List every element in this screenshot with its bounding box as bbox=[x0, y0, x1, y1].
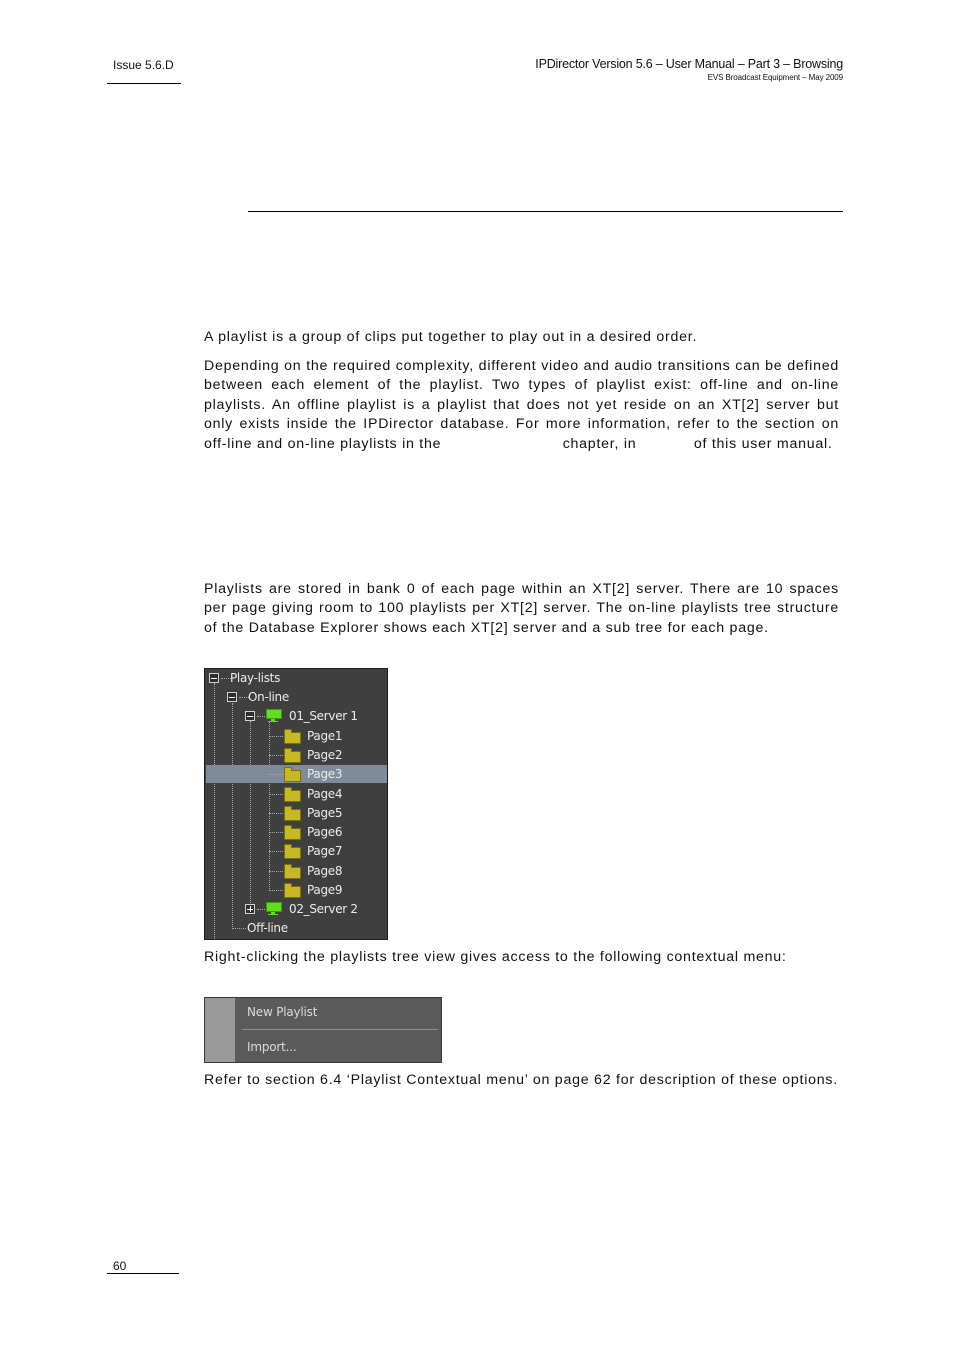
paragraph-playlist-storage: Playlists are stored in bank 0 of each page within an XT[2] server. There are 10 spaces per page giving room to 100 playlists per XT[2] server. The on-line playlists tree structure of the Database Explorer shows each XT[2] server and a sub tree for each page. bbox=[204, 581, 839, 636]
playlists-tree-view[interactable] bbox=[204, 668, 388, 940]
tree-node-label: 02_Server 2 bbox=[289, 902, 358, 916]
tree-node-label: Page9 bbox=[307, 883, 343, 897]
tree-node-page3-selected[interactable] bbox=[206, 765, 387, 783]
paragraph-playlist-types-part1: Depending on the required complexity, different video and audio transitions can be defined between each element of the playlist. Two types of playlist exist: off-line and on-line playlists. An offline playlist is a playlist that does not yet reside on an XT[2] server but only exists inside the IPDirector database. For more information, refer to the section on off-line and on-line playlists in the bbox=[204, 358, 839, 452]
playlist-context-menu bbox=[204, 997, 442, 1063]
menu-item-new-playlist[interactable]: New Playlist bbox=[247, 1005, 318, 1019]
tree-node-label: Page5 bbox=[307, 806, 343, 820]
tree-node-label: Page6 bbox=[307, 825, 343, 839]
folder-icon bbox=[284, 809, 301, 821]
server-icon bbox=[265, 902, 281, 916]
collapse-icon[interactable] bbox=[245, 711, 255, 721]
expand-icon[interactable] bbox=[245, 904, 255, 914]
menu-separator bbox=[242, 1029, 438, 1030]
chapter-rule bbox=[248, 211, 843, 212]
manual-title: IPDirector Version 5.6 – User Manual – Part 3 – Browsing bbox=[535, 57, 843, 71]
manual-subtitle: EVS Broadcast Equipment – May 2009 bbox=[707, 73, 843, 82]
menu-icon-gutter bbox=[205, 998, 235, 1062]
folder-icon bbox=[284, 770, 301, 782]
paragraph-playlist-types-part3: of this user manual. bbox=[693, 435, 833, 452]
folder-icon bbox=[284, 886, 301, 898]
footer-rule bbox=[107, 1273, 179, 1274]
tree-node-label: On-line bbox=[248, 690, 289, 704]
folder-icon bbox=[284, 732, 301, 744]
header-left-rule bbox=[107, 83, 181, 84]
tree-node-label: 01_Server 1 bbox=[289, 709, 358, 723]
tree-node-label: Play-lists bbox=[230, 671, 281, 685]
server-icon bbox=[265, 709, 281, 723]
folder-icon bbox=[284, 751, 301, 763]
folder-icon bbox=[284, 790, 301, 802]
folder-icon bbox=[284, 867, 301, 879]
menu-item-import[interactable]: Import... bbox=[247, 1040, 297, 1054]
folder-icon bbox=[284, 847, 301, 859]
paragraph-context-menu-intro: Right-clicking the playlists tree view gives access to the following contextual menu: bbox=[204, 949, 787, 965]
paragraph-playlist-types bbox=[204, 357, 839, 454]
issue-label: Issue 5.6.D bbox=[113, 58, 174, 72]
collapse-icon[interactable] bbox=[227, 692, 237, 702]
page-number: 60 bbox=[113, 1259, 127, 1273]
running-header bbox=[535, 57, 843, 82]
tree-node-label: Page1 bbox=[307, 729, 343, 743]
tree-node-label: Page7 bbox=[307, 844, 343, 858]
tree-node-label: Page8 bbox=[307, 864, 343, 878]
folder-icon bbox=[284, 828, 301, 840]
paragraph-refer-section: Refer to section 6.4 ‘Playlist Contextual menu’ on page 62 for description of these options. bbox=[204, 1072, 838, 1088]
tree-node-label: Page3 bbox=[307, 767, 343, 781]
tree-node-label: Page4 bbox=[307, 787, 343, 801]
tree-node-label: Page2 bbox=[307, 748, 343, 762]
paragraph-playlist-definition: A playlist is a group of clips put together to play out in a desired order. bbox=[204, 329, 698, 345]
paragraph-playlist-types-part2: chapter, in bbox=[562, 435, 637, 452]
tree-node-label: Off-line bbox=[247, 921, 288, 935]
collapse-icon[interactable] bbox=[209, 673, 219, 683]
